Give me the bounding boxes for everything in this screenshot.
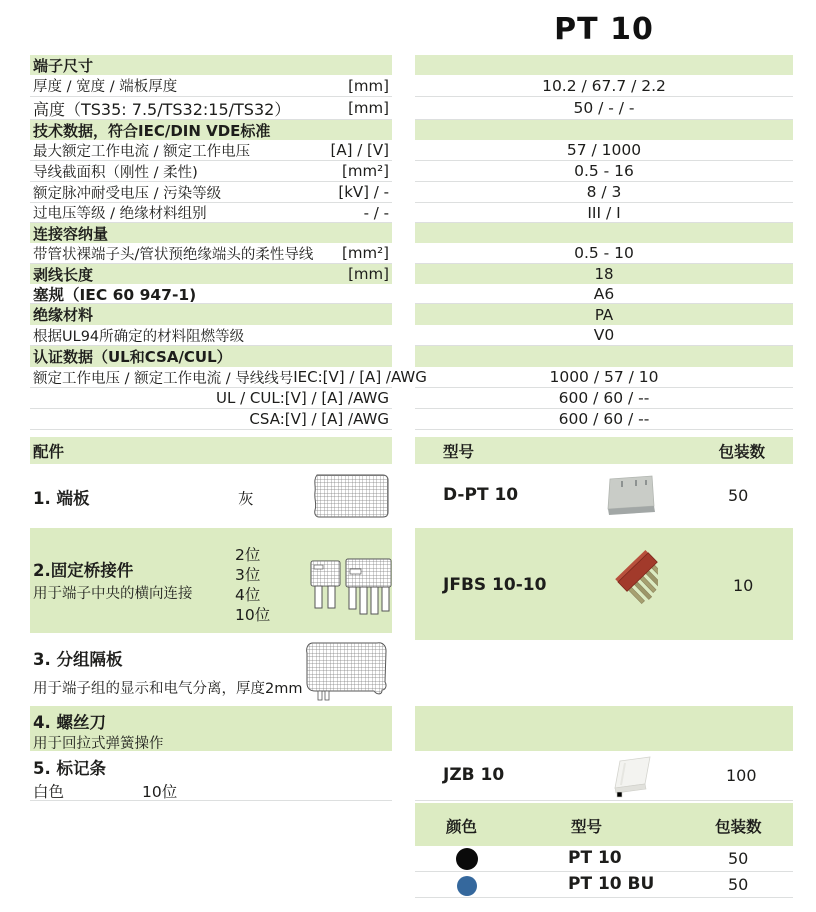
column-color: 颜色 <box>446 818 478 836</box>
spec-table <box>0 55 816 430</box>
accessory-end-plate <box>30 464 392 528</box>
order-model: D-PT 10 <box>443 485 519 505</box>
spec-row <box>0 325 816 346</box>
accessory-title: 4. 螺丝刀 <box>33 713 106 732</box>
spec-unit: [mm] <box>348 265 389 283</box>
spec-row <box>0 409 816 430</box>
empty-band <box>415 706 793 751</box>
end-plate-photo <box>601 472 659 520</box>
spec-unit: [mm²] <box>342 162 389 180</box>
color-qty: 50 <box>728 849 749 868</box>
spec-row <box>0 161 816 182</box>
accessory-screwdriver <box>30 706 392 751</box>
spec-value: 57 / 1000 <box>415 140 793 161</box>
spec-value: 1000 / 57 / 10 <box>415 367 793 388</box>
spec-unit: [mm] <box>348 99 389 117</box>
spec-row-gauge <box>0 284 816 304</box>
spec-label: 导线截面积（刚性 / 柔性) <box>33 164 198 181</box>
spec-row-strip-length <box>0 264 816 284</box>
bridge-photo <box>610 548 658 620</box>
order-qty: 10 <box>733 576 754 595</box>
section-header: 认证数据（UL和CSA/CUL） <box>33 348 232 366</box>
accessory-partition <box>30 633 392 706</box>
column-model: 型号 <box>571 818 603 836</box>
spec-value: 10.2 / 67.7 / 2.2 <box>415 75 793 97</box>
spec-unit: UL / CUL:[V] / [A] /AWG <box>215 389 389 407</box>
spec-row-insulation <box>0 304 816 325</box>
accessory-option: 4位 <box>235 586 261 604</box>
accessory-option: 10位 <box>142 783 178 801</box>
spacer <box>415 640 793 706</box>
spec-value: 18 <box>415 264 793 284</box>
spec-value: III / I <box>415 203 793 223</box>
accessory-title: 5. 标记条 <box>33 759 106 778</box>
marker-photo <box>605 755 659 799</box>
end-plate-drawing <box>310 472 390 520</box>
spec-row <box>0 243 816 264</box>
accessory-desc: 用于回拉式弹簧操作 <box>33 736 164 752</box>
spec-row <box>0 75 816 97</box>
accessory-marker-strip <box>30 751 392 801</box>
bridge-2pos-drawing <box>311 561 340 608</box>
accessory-desc: 用于端子组的显示和电气分离，厚度2mm <box>33 681 303 697</box>
partition-drawing <box>302 639 390 703</box>
spec-label: 高度（TS35: 7.5/TS32:15/TS32） <box>33 99 291 119</box>
spec-unit: [A] / [V] <box>330 141 389 159</box>
order-qty: 100 <box>726 766 757 785</box>
accessory-desc: 用于端子中央的横向连接 <box>33 586 193 602</box>
spec-label: 带管状裸端子头/管状预绝缘端头的柔性导线 <box>33 246 314 263</box>
spec-row <box>0 97 816 120</box>
spec-row <box>0 203 816 223</box>
spec-section-technical <box>0 120 816 140</box>
ordering-column <box>415 437 793 898</box>
spec-value: 600 / 60 / -- <box>415 388 793 409</box>
accessories-column <box>30 437 392 801</box>
spec-row <box>0 388 816 409</box>
color-qty: 50 <box>728 875 749 894</box>
spec-value: PA <box>415 304 793 325</box>
spec-section-dimensions <box>0 55 816 75</box>
spec-row <box>0 182 816 203</box>
section-header: 端子尺寸 <box>33 56 94 75</box>
spec-value: 600 / 60 / -- <box>415 409 793 430</box>
page-title: PT 10 <box>554 12 654 47</box>
order-model: JZB 10 <box>443 765 505 785</box>
accessory-option: 10位 <box>235 606 271 624</box>
spec-label: 额定工作电压 / 额定工作电流 / 导线线号 <box>33 370 294 387</box>
spec-unit: - / - <box>363 203 389 222</box>
section-header: 技术数据，符合IEC/DIN VDE标准 <box>33 121 271 140</box>
order-model: JFBS 10-10 <box>443 575 547 595</box>
section-header: 连接容纳量 <box>33 224 109 243</box>
black-color-dot <box>456 848 478 870</box>
spec-value: 50 / - / - <box>415 97 793 120</box>
order-table-header <box>415 437 793 464</box>
color-model: PT 10 BU <box>568 874 655 894</box>
spec-label: 最大额定工作电流 / 额定工作电压 <box>33 143 251 160</box>
spec-section-connection <box>0 223 816 243</box>
section-header: 剥线长度 <box>33 265 94 284</box>
spec-label: 额定脉冲耐受电压 / 污染等级 <box>33 185 222 202</box>
spec-unit: [mm²] <box>342 244 389 262</box>
spec-unit: [kV] / - <box>338 183 389 201</box>
accessory-title: 1. 端板 <box>33 489 90 508</box>
column-qty: 包装数 <box>715 818 762 836</box>
spec-label: 厚度 / 宽度 / 端板厚度 <box>33 79 178 95</box>
color-table-header <box>415 803 793 846</box>
spec-row <box>0 367 816 388</box>
spec-section-certification <box>0 346 816 367</box>
spec-value: A6 <box>415 284 793 304</box>
column-qty: 包装数 <box>718 442 765 461</box>
color-model: PT 10 <box>568 848 622 868</box>
accessory-fixed-bridge <box>30 528 392 633</box>
spec-unit: CSA:[V] / [A] /AWG <box>249 410 389 428</box>
accessory-title: 3. 分组隔板 <box>33 650 123 669</box>
bridge-4pos-drawing <box>346 559 391 614</box>
accessory-color: 白色 <box>33 783 65 801</box>
blue-color-dot <box>457 876 477 896</box>
spec-unit: IEC:[V] / [A] /AWG <box>293 368 427 386</box>
column-model: 型号 <box>443 442 475 461</box>
accessory-title: 2.固定桥接件 <box>33 561 134 580</box>
order-qty: 50 <box>728 486 749 505</box>
spec-label: 塞规（IEC 60 947-1) <box>33 285 197 304</box>
section-header: 绝缘材料 <box>33 306 94 324</box>
order-row <box>415 751 793 801</box>
spec-label: 过电压等级 / 绝缘材料组别 <box>33 206 207 222</box>
accessories-header: 配件 <box>30 437 392 464</box>
accessory-option: 3位 <box>235 566 261 584</box>
spec-value: 8 / 3 <box>415 182 793 203</box>
spec-value: V0 <box>415 325 793 346</box>
order-row <box>415 528 793 640</box>
accessory-color: 灰 <box>238 490 254 508</box>
accessory-option: 2位 <box>235 546 261 564</box>
spec-value: 0.5 - 16 <box>415 161 793 182</box>
spec-value: 0.5 - 10 <box>415 243 793 264</box>
bridge-drawing <box>310 554 392 616</box>
color-table-row <box>415 872 793 898</box>
color-table-row <box>415 846 793 872</box>
order-row <box>415 464 793 528</box>
spec-row <box>0 140 816 161</box>
spec-label: 根据UL94所确定的材料阻燃等级 <box>33 328 245 345</box>
spec-unit: [mm] <box>348 76 389 95</box>
